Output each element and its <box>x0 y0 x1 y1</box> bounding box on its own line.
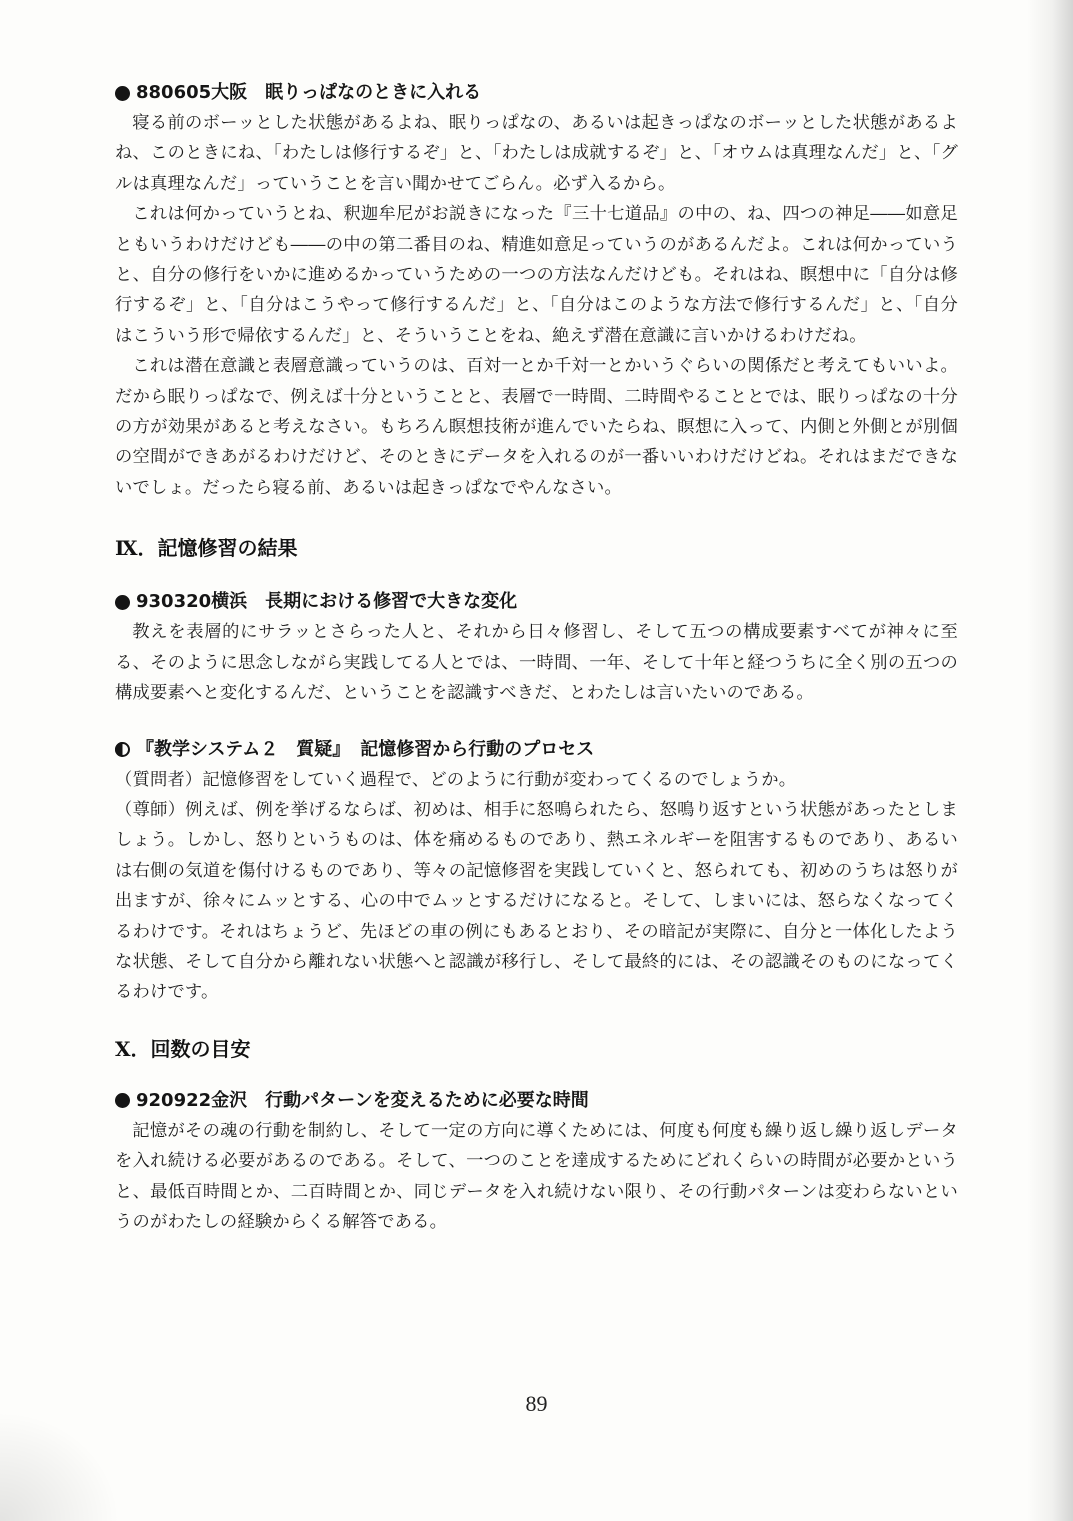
talk-title: 長期における修習で大きな変化 <box>265 591 518 613</box>
section-heading-ix: Ⅸ．記憶修習の結果 <box>115 536 298 561</box>
qa-heading <box>115 735 958 765</box>
talk-heading <box>115 587 958 617</box>
bullet-icon <box>115 1093 130 1108</box>
page-edge-shadow <box>1027 0 1073 1521</box>
qa-source: 『教学システム２ 質疑』 <box>136 738 351 760</box>
talk-heading <box>115 78 958 108</box>
section-heading-x: Ⅹ．回数の目安 <box>115 1036 251 1061</box>
talk-block-920922 <box>115 1086 958 1238</box>
body-paragraph: 教えを表層的にサラッとさらった人と、それから日々修習し、そして五つの構成要素すべてが神々に至る、そのように思念しながら実践してる人とでは、一時間、一年、そして十年と経つうちに全く別の五つの構成要素へと変化するんだ、ということを認識すべきだ、とわたしは言いたいのである。 <box>115 622 958 704</box>
answer-text: （尊師）例えば、例を挙げるならば、初めは、相手に怒鳴られたら、怒鳴り返すという状態があったとしましょう。しかし、怒りというものは、体を痛めるものであり、熱エネルギーを阻害するものであり、あるいは右側の気道を傷付けるものであり、等々の記憶修習を実践していくと、怒られても、初めのうちは怒りが出ますが、徐々にムッとする、心の中でムッとするだけになると。そして、しまいには、怒らなくなってくるわけです。それはちょうど、先ほどの車の例にもあるとおり、その暗記が実際に、自分と一体化したような状態、そして自分から離れない状態へと認識が移行し、そして最終的には、その認識そのものになってくるわけです。 <box>115 799 959 1003</box>
half-bullet-icon <box>115 742 130 757</box>
talk-title: 行動パターンを変えるために必要な時間 <box>265 1089 589 1111</box>
page-content <box>115 78 958 1237</box>
qa-block <box>115 735 958 1008</box>
talk-block-880605 <box>115 78 958 503</box>
body-paragraph: 記憶がその魂の行動を制約し、そして一定の方向に導くためには、何度も何度も繰り返し繰り返しデータを入れ続ける必要があるのである。そして、一つのことを達成するためにどれくらいの時間が必要かというと、最低百時間とか、二百時間とか、同じデータを入れ続けない限り、その行動パターンは変わらないというのがわたしの経験からくる解答である。 <box>115 1120 958 1232</box>
talk-date-place: 920922金沢 <box>136 1089 248 1111</box>
qa-title: 記憶修習から行動のプロセス <box>360 738 595 760</box>
talk-title: 眠りっぱなのときに入れる <box>265 82 482 103</box>
question-text: （質問者）記憶修習をしていく過程で、どのように行動が変わってくるのでしょうか。 <box>115 769 797 790</box>
talk-date-place: 930320横浜 <box>136 591 248 613</box>
talk-date-place: 880605大阪 <box>136 82 248 103</box>
bullet-icon <box>115 595 130 610</box>
body-paragraph: 寝る前のボーッとした状態があるよね、眠りっぱなの、あるいは起きっぱなのボーッとした状態があるよね、このときにね、「わたしは修行するぞ」と、「わたしは成就するぞ」と、「オウムは真理なんだ」と、「グルは真理なんだ」っていうことを言い聞かせてごらん。必ず入るから。 <box>115 113 958 194</box>
bullet-icon <box>115 86 130 101</box>
talk-block-930320 <box>115 587 958 708</box>
talk-heading <box>115 1086 958 1116</box>
page-number: 89 <box>525 1391 548 1416</box>
page-corner-shadow <box>0 1411 120 1521</box>
body-paragraph: これは潜在意識と表層意識っていうのは、百対一とか千対一とかいうぐらいの関係だと考えてもいいよ。だから眠りっぱなで、例えば十分ということと、表層で一時間、二時間やることとでは、眠りっぱなの十分の方が効果があると考えなさい。もちろん瞑想技術が進んでいたらね、瞑想に入って、内側と外側とが別個の空間ができあがるわけだけど、そのときにデータを入れるのが一番いいわけだけどね。それはまだできないでしょ。だったら寝る前、あるいは起きっぱなでやんなさい。 <box>115 356 958 498</box>
body-paragraph: これは何かっていうとね、釈迦牟尼がお説きになった『三十七道品』の中の、ね、四つの神足――如意足ともいうわけだけども――の中の第二番目のね、精進如意足っていうのがあるんだよ。これは何かっていうと、自分の修行をいかに進めるかっていうための一つの方法なんだけども。それはね、瞑想中に「自分は修行するぞ」と、「自分はこうやって修行するんだ」と、「自分はこのような方法で修行するんだ」と、「自分はこういう形で帰依するんだ」と、そういうことをね、絶えず潜在意識に言いかけるわけだね。 <box>115 204 958 346</box>
